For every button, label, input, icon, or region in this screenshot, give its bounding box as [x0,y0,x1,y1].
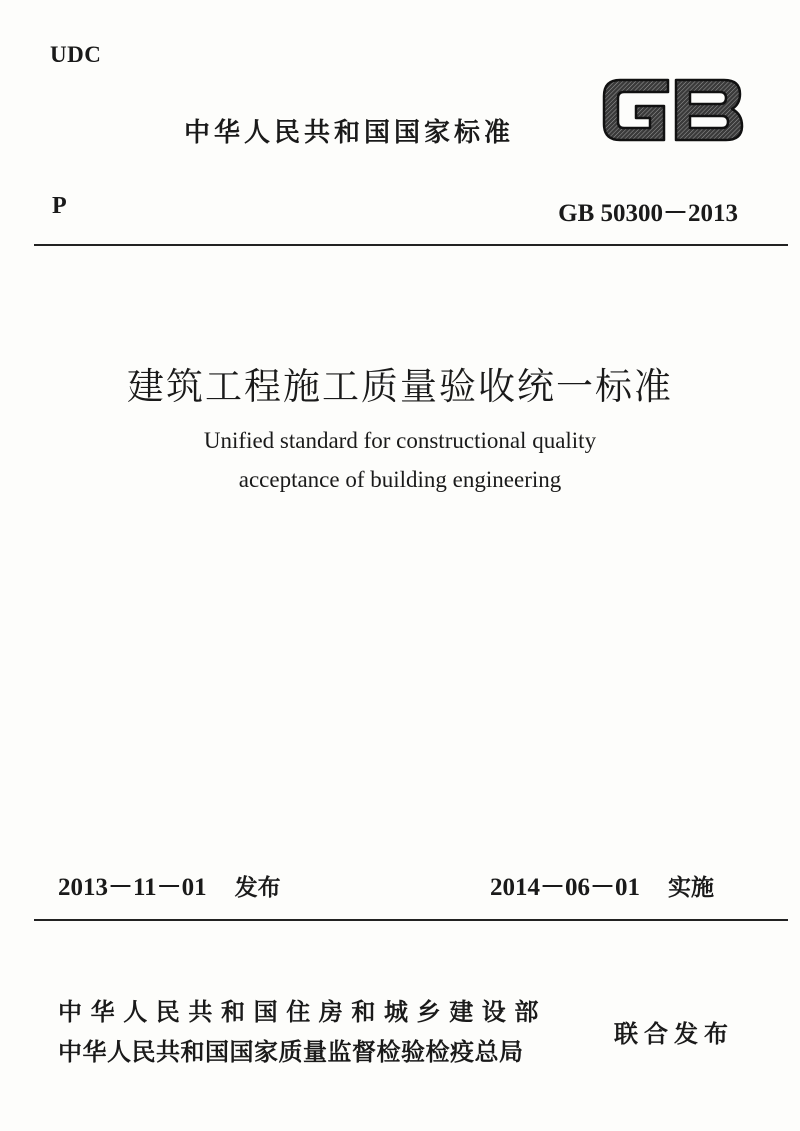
release-date-block [58,867,281,903]
standard-code: GB 50300－2013 [558,200,738,227]
effective-date-block [490,867,714,903]
release-date: 2013－11－01 [58,874,207,901]
issuer-quality-inspection: 中华人民共和国国家质量监督检验检疫总局 [58,1038,524,1066]
category-letter: P [52,193,67,219]
top-divider [34,244,788,246]
gb-logo [598,72,748,148]
effective-date: 2014－06－01 [490,874,641,901]
issuer-ministry-housing: 中华人民共和国住房和城乡建设部 [58,998,547,1026]
release-label: 发布 [234,875,281,901]
title-english-line2: acceptance of building engineering [238,467,562,492]
national-standard-title: 中华人民共和国国家标准 [184,118,515,148]
title-english-line1: Unified standard for constructional quality [203,428,597,453]
title-chinese: 建筑工程施工质量验收统一标准 [127,365,673,408]
joint-release-label: 联合发布 [614,1020,734,1048]
issuing-authorities [58,992,547,1072]
effective-label: 实施 [668,875,715,901]
bottom-divider [34,919,788,921]
udc-label: UDC [50,42,102,67]
